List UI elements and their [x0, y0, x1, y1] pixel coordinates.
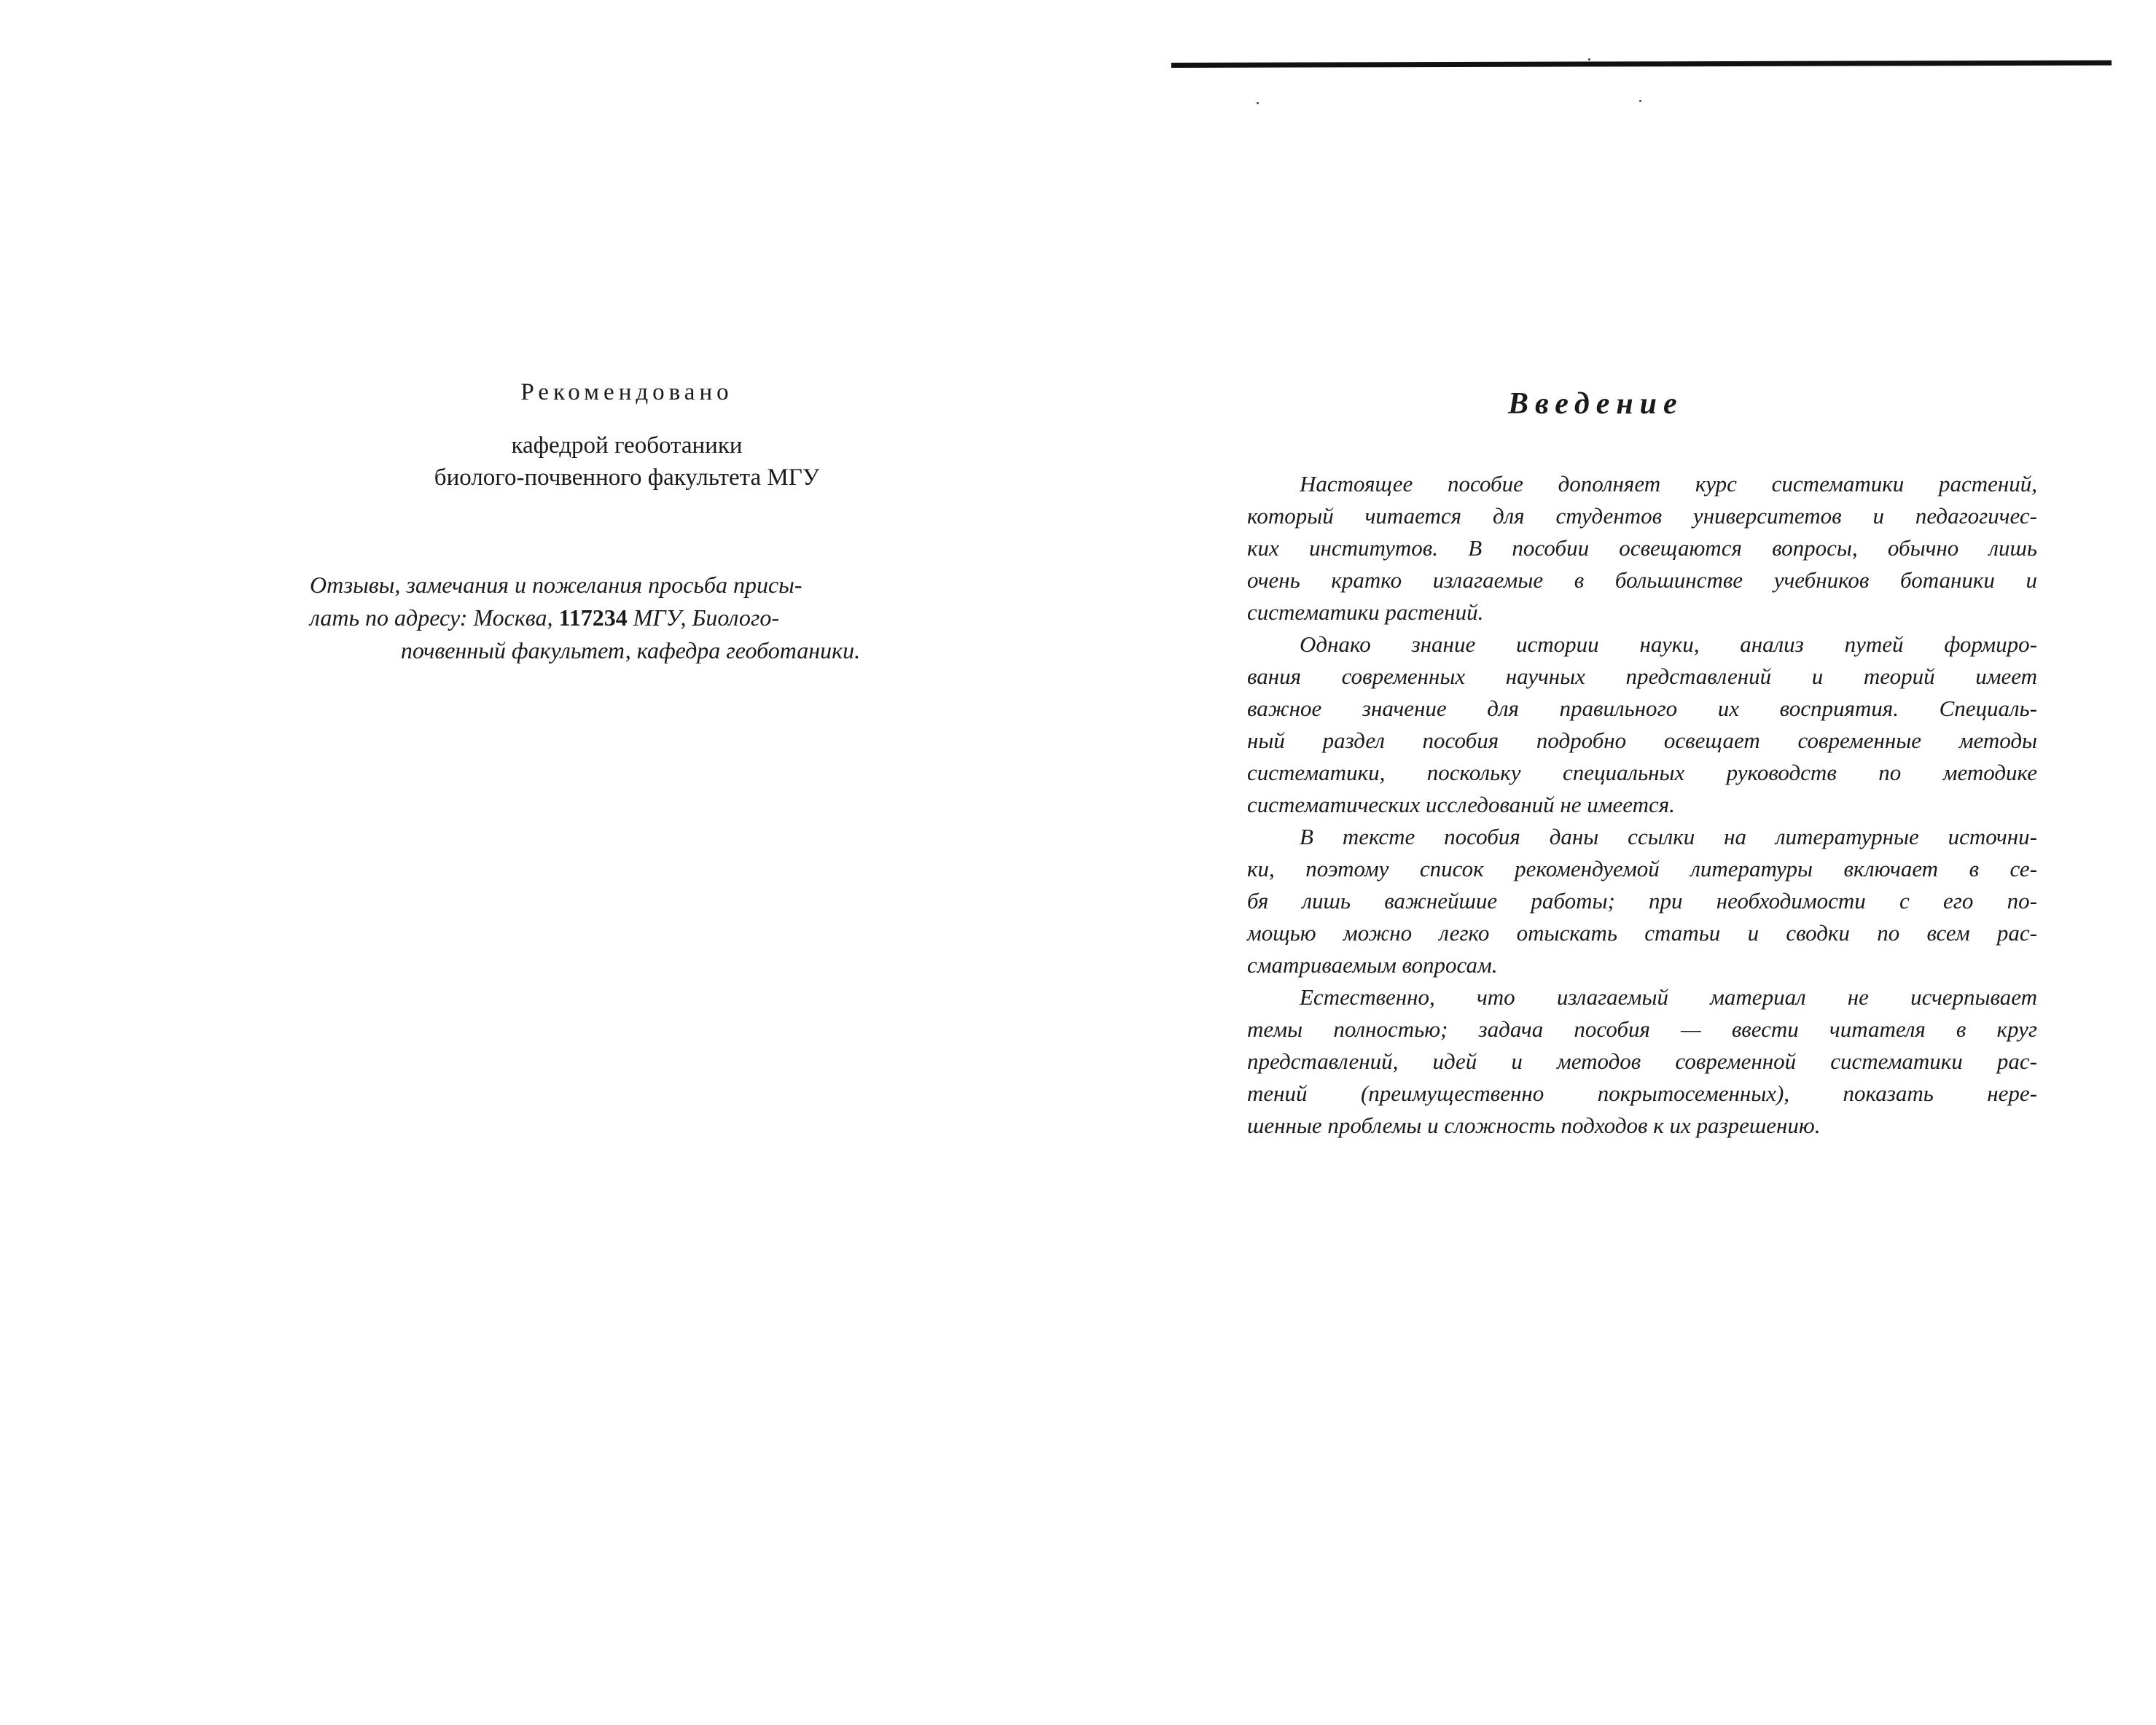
intro-paragraph-3: [1247, 821, 2037, 981]
introduction-body: [1247, 468, 2037, 1142]
text-line: систематики, поскольку специальных руководств по методике: [1247, 760, 2037, 785]
text-line: Естественно, что излагаемый материал не исчерпывает: [1300, 984, 2037, 1010]
recommended-heading: Рекомендовано: [520, 379, 733, 405]
text-line: ких институтов. В пособии освещаются вопросы, обычно лишь: [1247, 535, 2037, 561]
text-line: В тексте пособия даны ссылки на литературные источни-: [1300, 824, 2037, 849]
scan-speck: [1639, 100, 1641, 102]
text-line: вания современных научных представлений и теорий имеет: [1247, 663, 2037, 689]
recommended-line-department: кафедрой геоботаники: [511, 432, 743, 459]
text-line: темы полностью; задача пособия — ввести читателя в круг: [1247, 1016, 2037, 1042]
intro-paragraph-1: [1247, 468, 2037, 628]
feedback-line-2-start: лать по адресу: Москва,: [310, 604, 553, 631]
text-line: Настоящее пособие дополняет курс систематики растений,: [1300, 471, 2037, 497]
text-line: важное значение для правильного их восприятия. Специаль-: [1247, 696, 2037, 721]
text-line: систематики растений.: [1247, 599, 1484, 625]
feedback-line-2: [310, 601, 951, 634]
text-line: Однако знание истории науки, анализ путей формиро-: [1300, 631, 2037, 657]
feedback-line-2-end: МГУ, Биолого-: [633, 604, 780, 631]
intro-paragraph-2: [1247, 628, 2037, 821]
text-line: мощью можно легко отыскать статьи и сводки по всем рас-: [1247, 920, 2037, 946]
recommended-line-faculty: биолого-почвенного факультета МГУ: [434, 464, 820, 491]
text-line: который читается для студентов университетов и педагогичес-: [1247, 503, 2037, 529]
text-line: тений (преимущественно покрытосеменных), показать нере-: [1247, 1080, 2037, 1106]
top-rule-divider: [1171, 61, 2112, 68]
text-line: представлений, идей и методов современной систематики рас-: [1247, 1048, 2037, 1074]
text-line: шенные проблемы и сложность подходов к их разрешению.: [1247, 1113, 1821, 1138]
recommendation-block: [277, 379, 977, 494]
intro-paragraph-4: [1247, 981, 2037, 1142]
scan-speck: [1257, 102, 1259, 104]
text-line: очень кратко излагаемые в большинстве учебников ботаники и: [1247, 567, 2037, 593]
feedback-line-1: Отзывы, замечания и пожелания просьба присы-: [310, 572, 802, 598]
right-page: [1078, 0, 2156, 1725]
feedback-address-block: [310, 569, 951, 667]
text-line: сматриваемым вопросам.: [1247, 952, 1498, 978]
text-line: ки, поэтому список рекомендуемой литературы включает в се-: [1247, 856, 2037, 881]
introduction-title: Введение: [1508, 387, 1684, 421]
postal-code: 117234: [558, 604, 628, 631]
text-line: бя лишь важнейшие работы; при необходимости с его по-: [1247, 888, 2037, 914]
feedback-line-3: почвенный факультет, кафедра геоботаники.: [400, 637, 861, 663]
text-line: систематических исследований не имеется.: [1247, 792, 1675, 817]
text-line: ный раздел пособия подробно освещает современные методы: [1247, 728, 2037, 753]
scan-speck: [1588, 58, 1590, 61]
